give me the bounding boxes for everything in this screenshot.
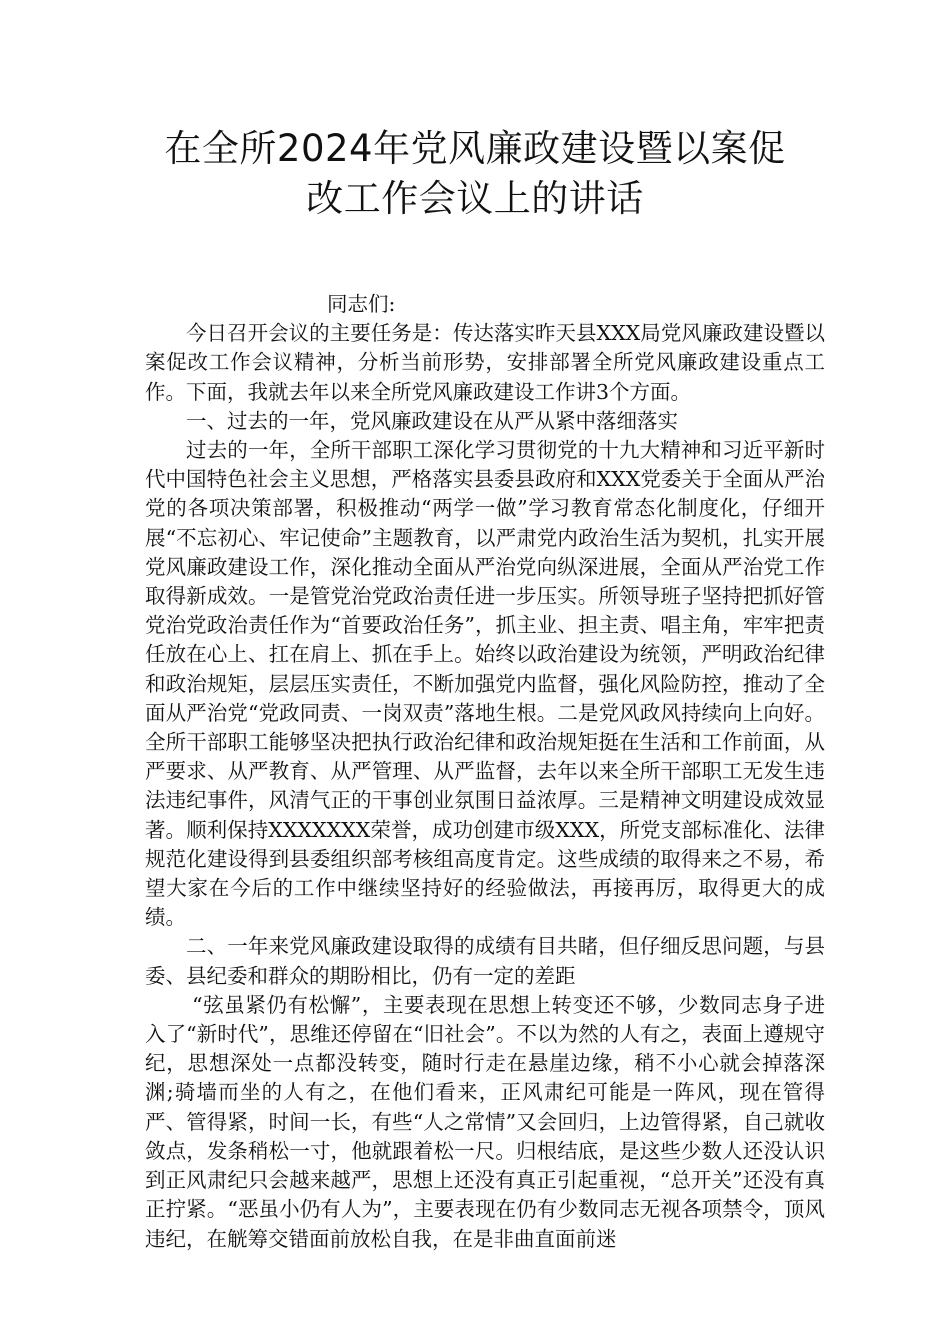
section-heading-1: 一、过去的一年，党风廉政建设在从严从紧中落细落实 <box>186 408 678 433</box>
paragraph-review: 过去的一年，全所干部职工深化学习贯彻党的十九大精神和习近平新时代中国特色社会主义思想，严格落实县委县政府和XXX党委关于全面从严治党的各项决策部署，积极推动“两学一做”学习教育常态化制度化，仔细开展“不忘初心、牢记使命”主题教育，以严肃党内政治生活为契机，扎实开展党风廉政建设工作，深化推动全面从严治党向纵深进展，全面从严治党工作取得新成效。一是管党治党政治责任进一步压实。所领导班子坚持把抓好管党治党政治责任作为“首要政治任务”，抓主业、担主责、唱主角，牢牢把责任放在心上、扛在肩上、抓在手上。始终以政治建设为统领，严明政治纪律和政治规矩，层层压实责任，不断加强党内监督，强化风险防控，推动了全面从严治党“党政同责、一岗双责”落地生根。二是党风政风持续向上向好。全所干部职工能够坚决把执行政治纪律和政治规矩挺在生活和工作前面，从严要求、从严教育、从严管理、从严监督，去年以来全所干部职工无发生违法违纪事件，风清气正的干事创业氛围日益浓厚。三是精神文明建设成效显著。顺利保持XXXXXXX荣誉，成功创建市级XXX，所党支部标准化、法律规范化建设得到县委组织部考核组高度肯定。这些成绩的取得来之不易，希望大家在今后的工作中继续坚持好的经验做法，再接再厉，取得更大的成绩。 <box>145 438 825 930</box>
document-body <box>145 290 825 1254</box>
paragraph-intro: 今日召开会议的主要任务是：传达落实昨天县XXX局党风廉政建设暨以案促改工作会议精神，分析当前形势，安排部署全所党风廉政建设重点工作。下面，我就去年以来全所党风廉政建设工作讲3个方面。 <box>145 321 825 404</box>
paragraph-problems: “弦虽紧仍有松懈”，主要表现在思想上转变还不够，少数同志身子进入了“新时代”，思维还停留在“旧社会”。不以为然的人有之，表面上遵规守纪，思想深处一点都没转变，随时行走在悬崖边缘，稍不小心就会掉落深渊;骑墙而坐的人有之，在他们看来，正风肃纪可能是一阵风，现在管得严、管得紧，时间一长，有些“人之常情”又会回归，上边管得紧，自己就收敛点，发条稍松一寸，他就跟着松一尺。归根结底，是这些少数人还没认识到正风肃纪只会越来越严，思想上还没有真正引起重视，“总开关”还没有真正拧紧。“恶虽小仍有人为”，主要表现在仍有少数同志无视各项禁令，顶风违纪，在觥筹交错面前放松自我，在是非曲直面前迷 <box>145 992 825 1251</box>
section-heading-2: 二、一年来党风廉政建设取得的成绩有目共睹，但仔细反思问题，与县委、县纪委和群众的期盼相比，仍有一定的差距 <box>145 934 825 988</box>
document-title: 在全所2024年党风廉政建设暨以案促改工作会议上的讲话 <box>164 127 786 220</box>
salutation: 同志们: <box>327 292 396 316</box>
